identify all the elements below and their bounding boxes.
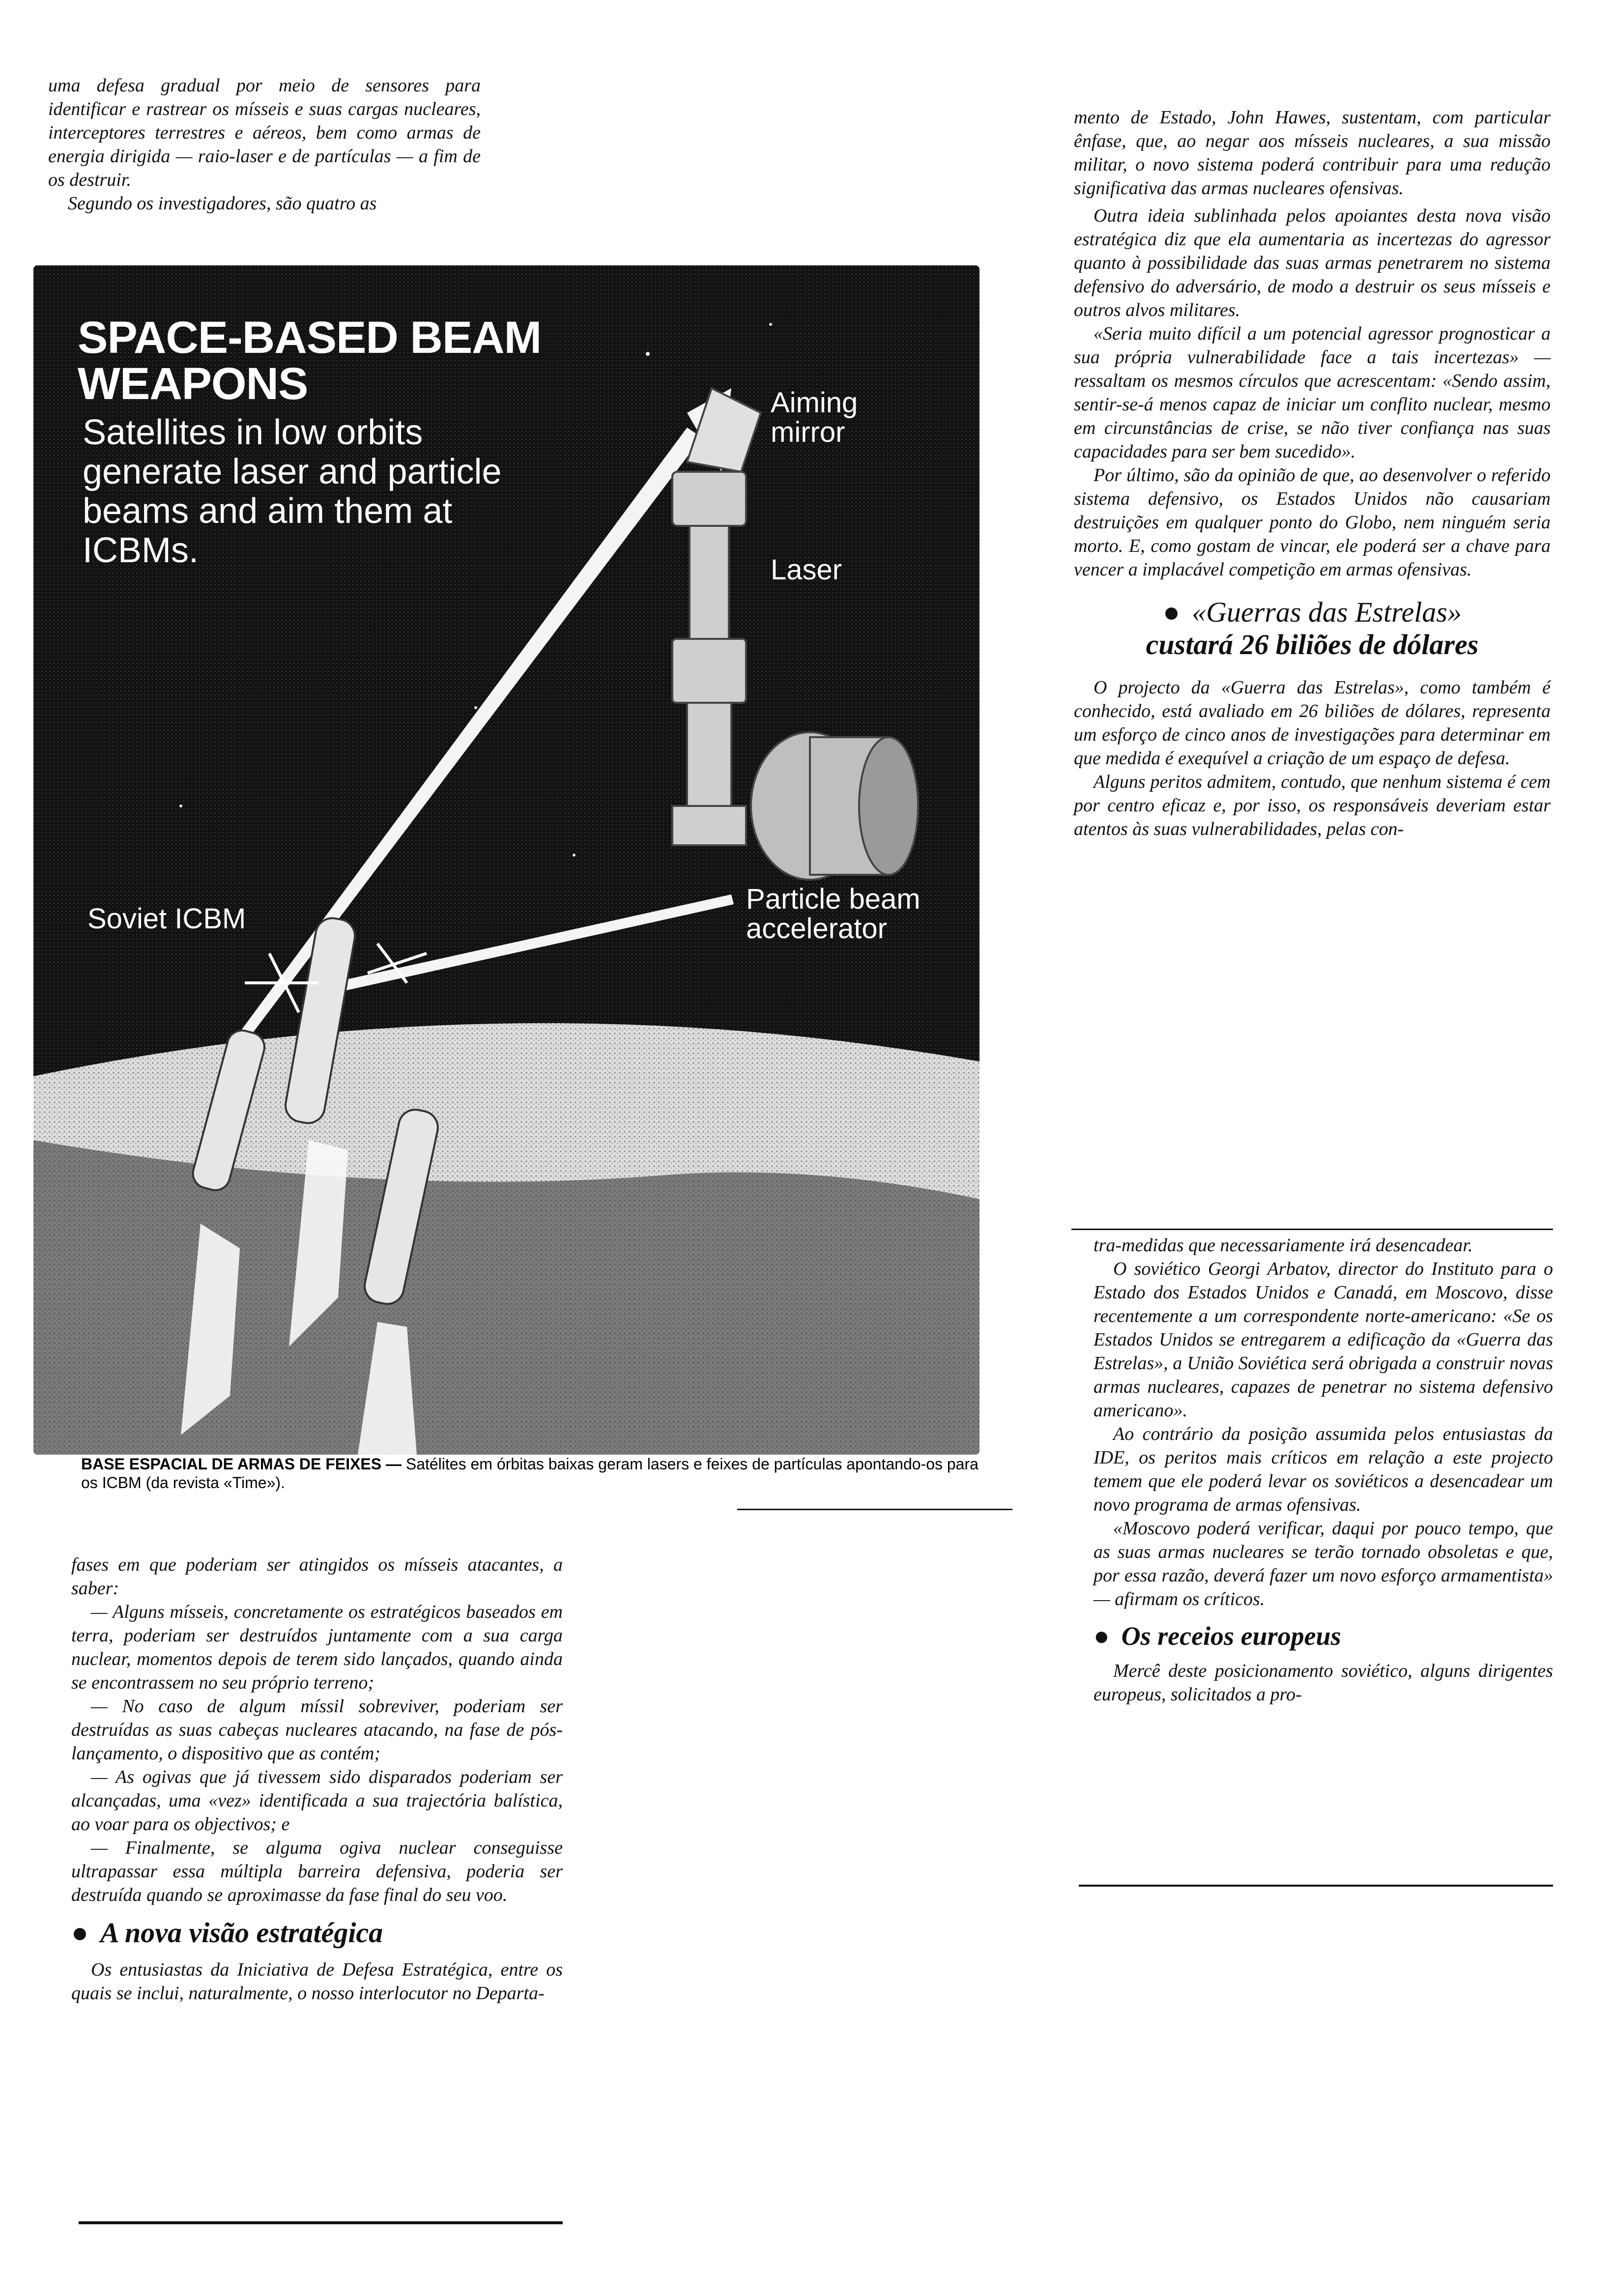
paragraph: Mercê deste posicionamento soviético, alguns dirigentes europeus, solicitados a pro- — [1094, 1661, 1553, 1705]
paragraph: Segundo os investigadores, são quatro as — [68, 193, 377, 214]
heading-text: «Guerras das Estrelas» — [1192, 596, 1462, 628]
title-line: SPACE-BASED BEAM — [78, 313, 542, 363]
bottom-rule — [79, 2221, 563, 2224]
caption-bold: BASE ESPACIAL DE ARMAS DE FEIXES — — [81, 1455, 402, 1473]
paragraph: mento de Estado, John Hawes, sustentam, com particular ênfase, que, ao negar aos mísseis nucleares, a sua missão militar, o novo sistema poderá contribuir para uma redução significativa das armas nucleares ofensivas. — [1074, 107, 1551, 199]
label-particle-beam: Particle beam accelerator — [746, 883, 921, 945]
caption-divider — [737, 1509, 1012, 1510]
illustration-title — [78, 315, 667, 407]
paragraph: — No caso de algum míssil sobreviver, poderiam ser destruídas as suas cabeças nucleares atacando, na fase de pós-lançamento, o dispositivo que as contém; — [71, 1696, 563, 1764]
paragraph: — Finalmente, se alguma ogiva nuclear conseguisse ultrapassar essa múltipla barreira defensiva, poderia ser destruída quando se aproximasse da fase final do seu voo. — [71, 1837, 563, 1905]
heading-line — [1074, 596, 1551, 629]
right-column — [1074, 106, 1551, 841]
heading-text: custará 26 biliões de dólares — [1146, 629, 1479, 660]
section-heading — [71, 1917, 563, 1949]
paragraph: Ao contrário da posição assumida pelos entusiastas da IDE, os peritos mais críticos em relação a este projecto temem que ele poderá levar os soviéticos a desencadear um novo programa de armas ofensivas. — [1094, 1424, 1553, 1515]
right-column-lower — [1094, 1234, 1553, 1706]
label-laser: Laser — [771, 554, 842, 586]
paragraph: «Seria muito difícil a um potencial agressor prognosticar a sua própria vulnerabilidade face a tais incertezas» — ressaltam os mesmos círculos que acrescentam: «Sendo assim, sentir-se-á menos capaz de iniciar um conflito nuclear, mesmo em circunstâncias de crise, se não tiver confiança nas suas capacidades para ser bem sucedido». — [1074, 323, 1551, 462]
paragraph: O soviético Georgi Arbatov, director do Instituto para o Estado dos Estados Unidos e Canadá, em Moscovo, disse recentemente a um correspondente norte-americano: «Se os Estados Unidos se entregarem a edificação da «Guerra das Estrelas», a União Soviética será obrigada a construir novas armas nucleares, capazes de penetrar no sistema defensivo americano». — [1094, 1259, 1553, 1421]
heading-text: A nova visão estratégica — [100, 1917, 383, 1949]
paragraph: Outra ideia sublinhada pelos apoiantes desta nova visão estratégica diz que ela aumentaria as incertezas do agressor quanto à possibilidade das suas armas penetrarem no sistema defensivo do adversário, de modo a destruir os seus mísseis e outros alvos militares. — [1074, 205, 1551, 320]
section-heading — [1074, 596, 1551, 661]
bullet-icon: ● — [1094, 1621, 1110, 1651]
bullet-icon: ● — [71, 1917, 89, 1949]
paragraph: Alguns peritos admitem, contudo, que nenhum sistema é cem por centro eficaz e, por isso, os responsáveis deveriam estar atentos às suas vulnerabilidades, pelas con- — [1074, 772, 1551, 839]
paragraph: fases em que poderiam ser atingidos os mísseis atacantes, a saber: — [71, 1554, 563, 1599]
bottom-rule-right — [1079, 1885, 1553, 1887]
paragraph: uma defesa gradual por meio de sensores para identificar e rastrear os mísseis e suas cargas nucleares, interceptores terrestres e aéreos, bem como armas de energia dirigida — raio-laser e de partículas — a fim de os destruir. — [48, 75, 481, 190]
figure-caption — [81, 1455, 990, 1492]
bullet-icon: ● — [1163, 596, 1180, 628]
space-weapons-illustration — [33, 265, 979, 1455]
paragraph: O projecto da «Guerra das Estrelas», como também é conhecido, está avaliado em 26 biliões de dólares, representa um esforço de cinco anos de investigações para determinar em que medida é exequível a criação de um espaço de defesa. — [1074, 677, 1551, 769]
caption-text: Satélites em órbitas baixas geram lasers e feixes de partículas apontando-os para os ICBM (da revista «Time»). — [81, 1455, 979, 1492]
paragraph: — Alguns mísseis, concretamente os estratégicos baseados em terra, poderiam ser destruídos juntamente com a sua carga nuclear, momentos depois de terem sido lançados, quando ainda se encontrassem no seu próprio terreno; — [71, 1602, 563, 1693]
paragraph: tra-medidas que necessariamente irá desencadear. — [1094, 1235, 1473, 1256]
paragraph: Os entusiastas da Iniciativa de Defesa Estratégica, entre os quais se inclui, naturalmente, o nosso interlocutor no Departa- — [71, 1959, 563, 2004]
paragraph: — As ogivas que já tivessem sido disparados poderiam ser alcançadas, uma «vez» identificada a sua trajectória balística, ao voar para os objectivos; e — [71, 1767, 563, 1835]
column-divider — [1071, 1229, 1553, 1230]
section-heading — [1094, 1620, 1553, 1652]
label-soviet-icbm: Soviet ICBM — [87, 903, 246, 935]
paragraph: «Moscovo poderá verificar, daqui por pouco tempo, que as suas armas nucleares se terão tornado obsoletas e que, por essa razão, deverá fazer um novo esforço armamentista» — afirmam os críticos. — [1094, 1518, 1553, 1609]
title-line: WEAPONS — [78, 359, 308, 409]
paragraph: Por último, são da opinião de que, ao desenvolver o referido sistema defensivo, os Estados Unidos não causariam destruições em qualquer ponto do Globo, nem ninguém seria morto. E, como gostam de vincar, ele poderá ser a chave para vencer a implacável competição em armas ofensivas. — [1074, 465, 1551, 580]
label-aiming-mirror: Aiming mirror — [771, 387, 858, 448]
left-column-top — [48, 74, 481, 215]
left-column-bottom — [71, 1553, 563, 2005]
illustration-subtitle: Satellites in low orbits generate laser and particle beams and aim them at ICBMs. — [83, 413, 502, 570]
heading-text: Os receios europeus — [1121, 1621, 1341, 1651]
